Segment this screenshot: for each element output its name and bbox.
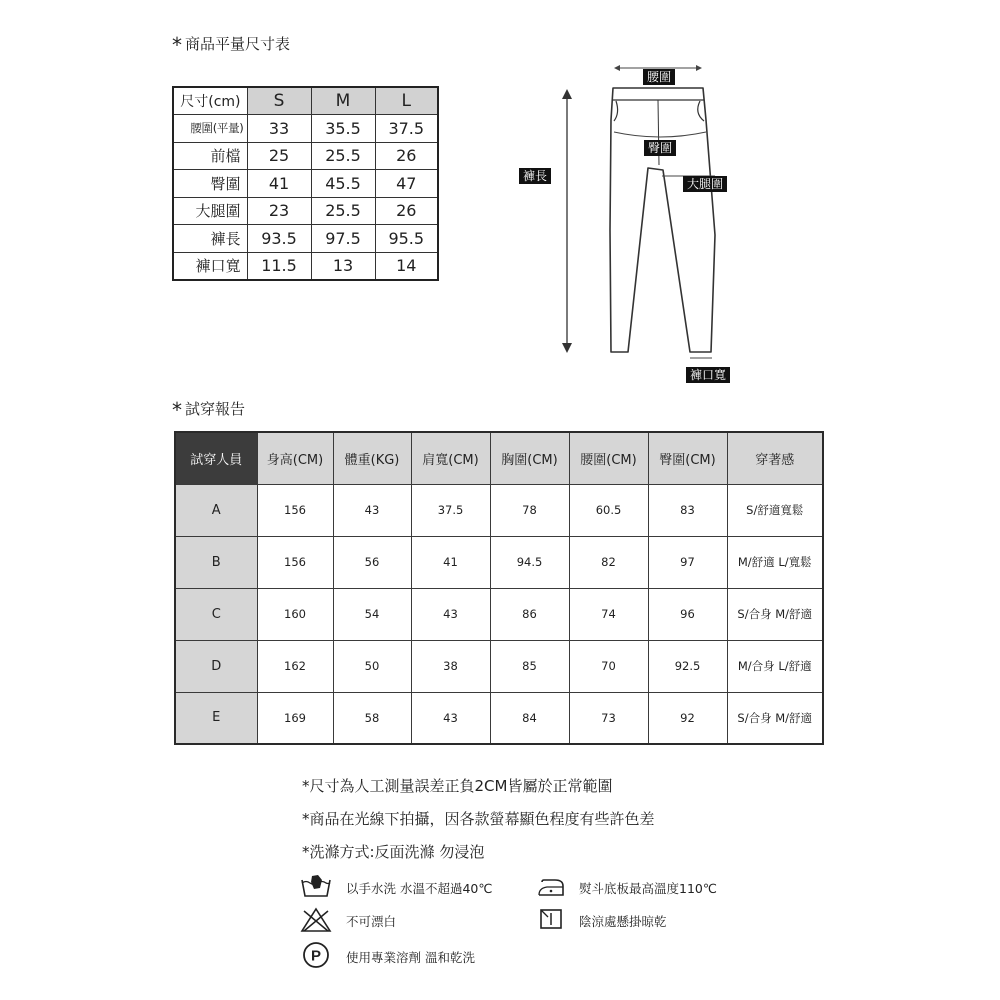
size-cell: 97.5 [311, 225, 375, 253]
report-header-waist: 腰圍(CM) [569, 432, 648, 484]
size-cell: 26 [375, 142, 438, 170]
report-table-header [175, 432, 823, 484]
size-row-label: 腰圍(平量) [173, 115, 247, 143]
size-cell: 14 [375, 252, 438, 280]
care-hand-wash-text: 以手水洗 水溫不超過40℃ [346, 881, 493, 896]
length-label: 褲長 [519, 168, 551, 184]
report-header-weight: 體重(KG) [333, 432, 411, 484]
hem-label: 褲口寬 [686, 367, 730, 383]
care-line-dry-text: 陰涼處懸掛晾乾 [579, 914, 667, 929]
report-cell: 169 [257, 692, 333, 744]
report-header-fit: 穿著感 [727, 432, 823, 484]
report-cell: 97 [648, 536, 727, 588]
thigh-label: 大腿圍 [683, 176, 727, 192]
size-cell: 25 [247, 142, 311, 170]
report-cell: 82 [569, 536, 648, 588]
report-cell: 37.5 [411, 484, 490, 536]
hip-label: 臀圍 [644, 140, 676, 156]
size-table-header [173, 87, 438, 115]
report-cell: 50 [333, 640, 411, 692]
size-cell: 25.5 [311, 142, 375, 170]
size-cell: 26 [375, 197, 438, 225]
report-person-name: D [175, 640, 257, 692]
report-cell: 73 [569, 692, 648, 744]
size-section-title: 商品平量尺寸表 [185, 35, 291, 53]
star-mark: * [172, 33, 182, 57]
report-cell: 70 [569, 640, 648, 692]
report-cell: 92 [648, 692, 727, 744]
report-header-person: 試穿人員 [175, 432, 257, 484]
report-cell: 160 [257, 588, 333, 640]
care-dry-clean-text: 使用專業溶劑 溫和乾洗 [346, 950, 475, 965]
size-header-m: M [311, 87, 375, 115]
iron-icon [535, 876, 567, 898]
report-row-e [175, 692, 823, 744]
size-cell: 41 [247, 170, 311, 198]
note-measurement-error: *尺寸為人工測量誤差正負2CM皆屬於正常範圍 [302, 777, 613, 795]
report-cell: 60.5 [569, 484, 648, 536]
size-cell: 23 [247, 197, 311, 225]
report-section-heading [172, 398, 245, 422]
size-cell: 95.5 [375, 225, 438, 253]
report-fit-cell: M/舒適 L/寬鬆 [727, 536, 823, 588]
size-cell: 45.5 [311, 170, 375, 198]
report-cell: 92.5 [648, 640, 727, 692]
report-cell: 156 [257, 536, 333, 588]
report-cell: 156 [257, 484, 333, 536]
pants-diagram [500, 55, 760, 385]
report-cell: 74 [569, 588, 648, 640]
size-row-label: 前檔 [173, 142, 247, 170]
size-table-row [173, 142, 438, 170]
hand-wash-icon [300, 874, 332, 898]
report-header-hip: 臀圍(CM) [648, 432, 727, 484]
length-arrow-top [562, 89, 572, 99]
size-cell: 47 [375, 170, 438, 198]
size-table-row [173, 225, 438, 253]
report-person-name: B [175, 536, 257, 588]
report-row-b [175, 536, 823, 588]
size-cell: 11.5 [247, 252, 311, 280]
waist-label: 腰圍 [643, 69, 675, 85]
report-fit-cell: M/合身 L/舒適 [727, 640, 823, 692]
size-cell: 33 [247, 115, 311, 143]
report-cell: 43 [411, 588, 490, 640]
care-iron-text: 熨斗底板最高溫度110℃ [579, 881, 717, 896]
report-header-bust: 胸圍(CM) [490, 432, 569, 484]
length-arrow-bottom [562, 343, 572, 353]
report-row-c [175, 588, 823, 640]
report-cell: 78 [490, 484, 569, 536]
star-mark: * [172, 398, 182, 422]
report-cell: 83 [648, 484, 727, 536]
report-cell: 94.5 [490, 536, 569, 588]
size-cell: 13 [311, 252, 375, 280]
report-cell: 85 [490, 640, 569, 692]
note-wash-method: *洗滌方式:反面洗滌 勿浸泡 [302, 843, 485, 861]
report-person-name: E [175, 692, 257, 744]
report-row-d [175, 640, 823, 692]
size-cell: 35.5 [311, 115, 375, 143]
size-cell: 37.5 [375, 115, 438, 143]
size-section-heading [172, 33, 290, 57]
size-table [172, 86, 439, 281]
pants-outline [610, 88, 715, 352]
report-person-name: A [175, 484, 257, 536]
note-color-difference: *商品在光線下拍攝，因各款螢幕顯色程度有些許色差 [302, 810, 655, 828]
size-table-row [173, 170, 438, 198]
size-table-row [173, 197, 438, 225]
report-cell: 43 [333, 484, 411, 536]
report-cell: 43 [411, 692, 490, 744]
size-row-label: 褲長 [173, 225, 247, 253]
svg-text:P: P [310, 947, 322, 965]
size-cell: 93.5 [247, 225, 311, 253]
report-header-height: 身高(CM) [257, 432, 333, 484]
waist-arrow-left [614, 65, 620, 71]
waist-arrow-right [696, 65, 702, 71]
report-cell: 84 [490, 692, 569, 744]
report-cell: 56 [333, 536, 411, 588]
report-fit-cell: S/合身 M/舒適 [727, 588, 823, 640]
dry-clean-icon [302, 941, 330, 969]
report-cell: 86 [490, 588, 569, 640]
size-row-label: 褲口寬 [173, 252, 247, 280]
size-row-label: 臀圍 [173, 170, 247, 198]
report-section-title: 試穿報告 [185, 400, 246, 418]
report-cell: 41 [411, 536, 490, 588]
report-person-name: C [175, 588, 257, 640]
report-cell: 38 [411, 640, 490, 692]
size-table-row [173, 115, 438, 143]
size-header-unit: 尺寸(cm) [173, 87, 247, 115]
size-header-l: L [375, 87, 438, 115]
report-cell: 58 [333, 692, 411, 744]
report-fit-cell: S/舒適寬鬆 [727, 484, 823, 536]
size-row-label: 大腿圍 [173, 197, 247, 225]
size-table-row [173, 252, 438, 280]
size-header-s: S [247, 87, 311, 115]
report-row-a [175, 484, 823, 536]
no-bleach-icon [300, 907, 332, 933]
line-dry-shade-icon [539, 908, 563, 930]
report-cell: 96 [648, 588, 727, 640]
report-cell: 54 [333, 588, 411, 640]
report-cell: 162 [257, 640, 333, 692]
care-no-bleach-text: 不可漂白 [346, 914, 397, 929]
fitting-report-table [174, 431, 824, 745]
size-cell: 25.5 [311, 197, 375, 225]
report-fit-cell: S/合身 M/舒適 [727, 692, 823, 744]
report-header-shoulder: 肩寬(CM) [411, 432, 490, 484]
